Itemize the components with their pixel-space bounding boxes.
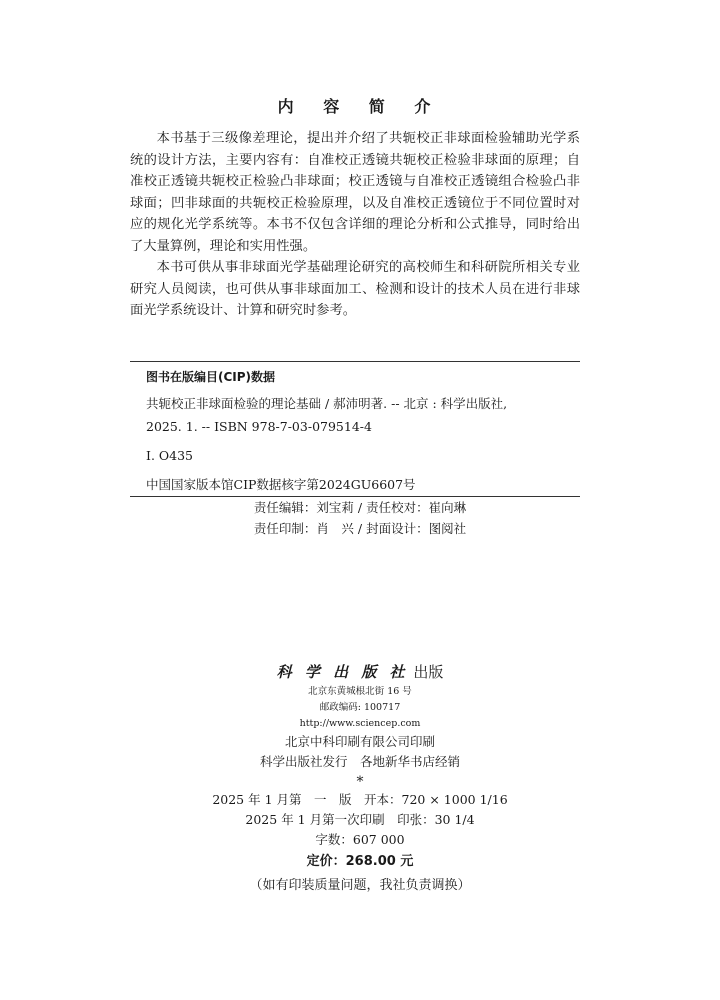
- printing-info: 2025 年 1 月第一次印刷 印张：30 1/4: [245, 812, 475, 827]
- postcode: 邮政编码: 100717: [319, 702, 401, 713]
- imprint: [0, 660, 720, 898]
- price: 定价：268.00 元: [306, 854, 414, 869]
- publisher-address: 北京东黄城根北街 16 号: [308, 686, 412, 697]
- publisher-logo: 科 学 出 版 社: [276, 663, 409, 681]
- abstract: [130, 128, 580, 322]
- cip-line: 2025. 1. -- ISBN 978-7-03-079514-4: [146, 419, 372, 434]
- credits-line: 责任编辑：刘宝莉 / 责任校对：崔向琳: [253, 500, 467, 515]
- cip-line: Ⅰ. O435: [146, 448, 193, 463]
- page-title: 内 容 简 介: [277, 97, 443, 116]
- cip-heading: 图书在版编目(CIP)数据: [146, 370, 276, 384]
- separator-star: *: [356, 774, 364, 790]
- cip-block: [130, 361, 580, 497]
- edition-info: 2025 年 1 月第 一 版 开本：720 × 1000 1/16: [212, 792, 508, 807]
- printer: 北京中科印刷有限公司印刷: [284, 734, 435, 749]
- publish-word: 出版: [413, 663, 444, 681]
- abstract-paragraph-2: 本书可供从事非球面光学基础理论研究的高校师生和科研院所相关专业研究人员阅读，也可供从事非球面加工、检测和设计的技术人员在进行非球面光学系统设计、计算和研究时参考。: [130, 260, 580, 318]
- credits-line: 责任印制：肖 兴 / 封面设计：图阅社: [253, 521, 467, 536]
- cip-line: 中国国家版本馆CIP数据核字第2024GU6607号: [146, 477, 416, 492]
- publisher-line: [0, 660, 720, 684]
- cip-body: [130, 392, 580, 496]
- abstract-paragraph-1: 本书基于三级像差理论，提出并介绍了共轭校正非球面检验辅助光学系统的设计方法，主要内容有：自准校正透镜共轭校正检验非球面的原理；自准校正透镜共轭校正检验凸非球面；校正透镜与自准校正透镜组合检验凸非球面；凹非球面的共轭校正检验原理，以及自准校正透镜位于不同位置时对应的规化光学系统等。本书不仅包含详细的理论分析和公式推导，同时给出了大量算例，理论和实用性强。: [130, 131, 580, 254]
- credits: [0, 497, 720, 539]
- distribution: 科学出版社发行 各地新华书店经销: [259, 754, 460, 769]
- cip-line: 共轭校正非球面检验的理论基础 / 郝沛明著. -- 北京 : 科学出版社,: [146, 396, 508, 411]
- quality-note: （如有印装质量问题，我社负责调换）: [249, 878, 471, 893]
- word-count: 字数：607 000: [315, 832, 405, 847]
- website: http://www.sciencep.com: [299, 718, 421, 729]
